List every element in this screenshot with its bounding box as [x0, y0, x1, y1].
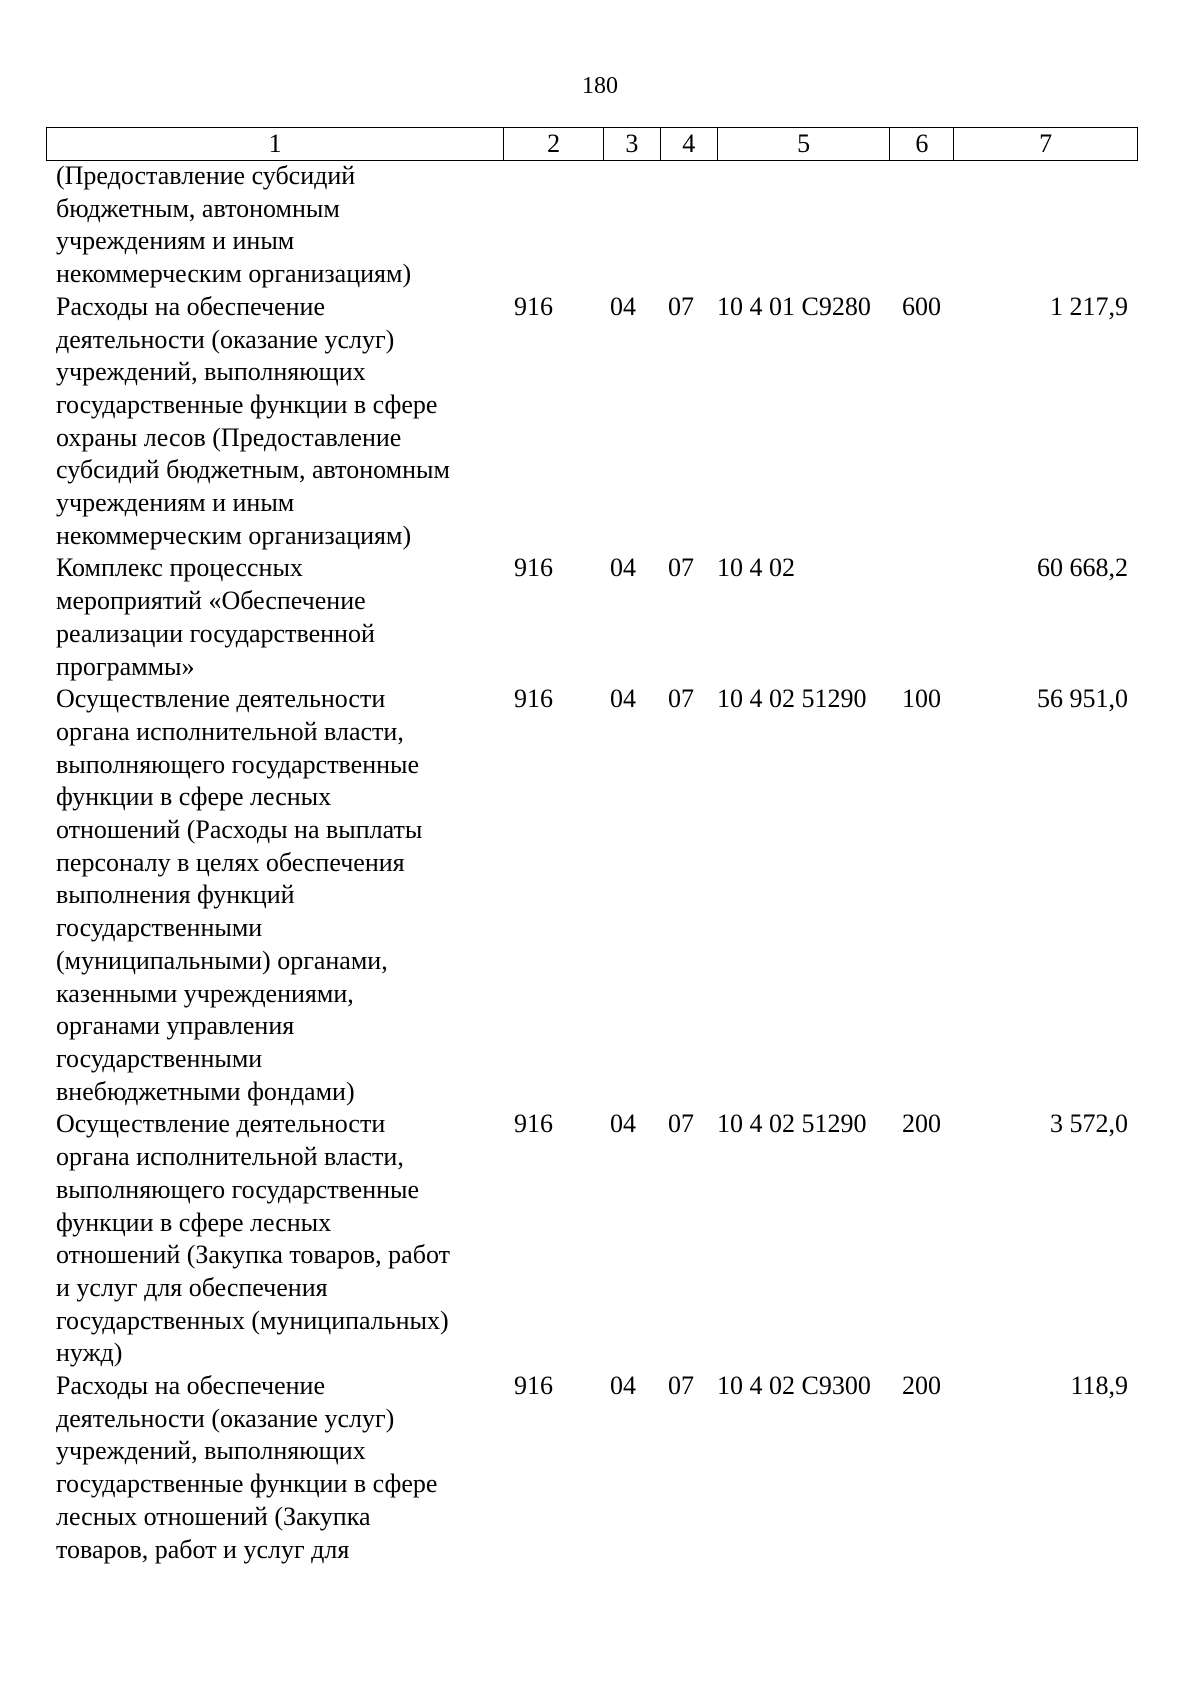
header-cell-6: 6 [890, 128, 954, 160]
row-description: (Предоставление субсидий бюджетным, автономным учреждениям и иным некоммерческим организациям) [56, 161, 412, 289]
row-amount: 60 668,2 [1037, 553, 1128, 583]
row-target-article: 10 4 01 С9280 [717, 291, 871, 321]
row-description: Расходы на обеспечение деятельности (оказание услуг) учреждений, выполняющих государственные функции в сфере лесных отношений (Закупка товаров, работ и услуг для [56, 1371, 438, 1564]
row-amount: 1 217,9 [1050, 291, 1128, 321]
header-cell-5: 5 [718, 128, 891, 160]
row-subsection: 07 [668, 553, 694, 583]
row-expense-type: 100 [902, 684, 941, 714]
row-subsection: 07 [668, 1109, 694, 1139]
row-amount: 56 951,0 [1037, 684, 1128, 714]
row-section: 04 [610, 1109, 636, 1139]
table-row [56, 1370, 1136, 1566]
row-target-article: 10 4 02 51290 [717, 684, 867, 714]
row-admin-code: 916 [514, 1371, 553, 1401]
header-cell-2: 2 [504, 128, 604, 160]
table-body [56, 160, 1136, 1566]
table-row [56, 552, 1136, 683]
row-section: 04 [610, 684, 636, 714]
row-section: 04 [610, 291, 636, 321]
row-section: 04 [610, 553, 636, 583]
row-admin-code: 916 [514, 553, 553, 583]
row-description: Осуществление деятельности органа исполнительной власти, выполняющего государственные функции в сфере лесных отношений (Расходы на выплаты персоналу в целях обеспечения выполнения функций государственными (муниципальными) органами, казенными учреждениями, органами управления государственными внебюджетными фондами) [56, 684, 423, 1106]
header-cell-1: 1 [47, 128, 504, 160]
row-description: Комплекс процессных мероприятий «Обеспечение реализации государственной программы» [56, 553, 375, 681]
row-target-article: 10 4 02 51290 [717, 1109, 867, 1139]
row-amount: 118,9 [1070, 1371, 1128, 1401]
row-subsection: 07 [668, 684, 694, 714]
row-target-article: 10 4 02 С9300 [717, 1371, 871, 1401]
row-expense-type: 200 [902, 1109, 941, 1139]
row-subsection: 07 [668, 1371, 694, 1401]
table-row [56, 683, 1136, 1108]
table-row [56, 291, 1136, 553]
row-section: 04 [610, 1371, 636, 1401]
row-admin-code: 916 [514, 1109, 553, 1139]
header-cell-3: 3 [604, 128, 661, 160]
page-number: 180 [582, 73, 618, 99]
row-description: Осуществление деятельности органа исполнительной власти, выполняющего государственные функции в сфере лесных отношений (Закупка товаров, работ и услуг для обеспечения государственных (муниципальных) нужд) [56, 1109, 450, 1368]
table-row [56, 160, 1136, 291]
row-subsection: 07 [668, 291, 694, 321]
table-header-row [46, 127, 1138, 161]
table-row [56, 1108, 1136, 1370]
row-description: Расходы на обеспечение деятельности (оказание услуг) учреждений, выполняющих государственные функции в сфере охраны лесов (Предоставление субсидий бюджетным, автономным учреждениям и иным некоммерческим организациям) [56, 291, 450, 550]
row-target-article: 10 4 02 [717, 553, 795, 583]
row-amount: 3 572,0 [1050, 1109, 1128, 1139]
header-cell-7: 7 [1039, 129, 1053, 158]
header-cell-4: 4 [661, 128, 718, 160]
row-expense-type: 200 [902, 1371, 941, 1401]
row-admin-code: 916 [514, 291, 553, 321]
row-admin-code: 916 [514, 684, 553, 714]
row-expense-type: 600 [902, 291, 941, 321]
